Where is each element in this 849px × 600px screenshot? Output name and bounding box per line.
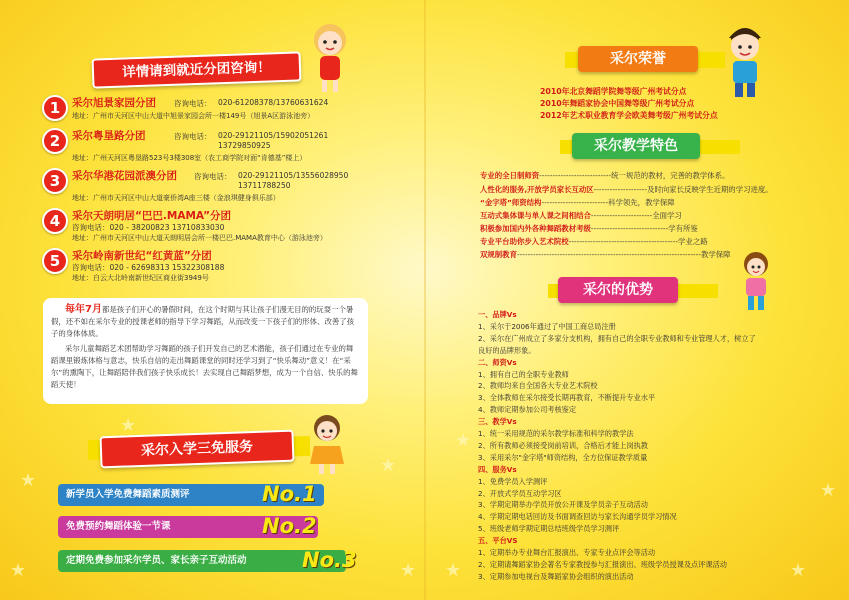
feature-title: 采尔教学特色 (594, 138, 678, 154)
adv-title: 采尔的优势 (583, 282, 653, 298)
branch-tel-2: 13711788250 (238, 181, 291, 190)
branch-tel-line (72, 262, 224, 273)
girl-cartoon-icon (304, 412, 350, 476)
branch-tel: 020-29121105/13556028950 (238, 171, 349, 180)
branch-address: 地址：广州天河区粤垦路523号3楼308室（农工商学院对面“肯德基”楼上） (72, 154, 307, 162)
advantage-item: 2、采尔在广州成立了多家分支机构，拥有自己的全职专业教师和专业管理人才，树立了 (478, 333, 756, 343)
branch-tel-label: 咨询电话： (72, 263, 110, 272)
advantage-heading: 三、教学Vs (478, 417, 517, 427)
feature-item (480, 210, 682, 221)
honor-item: 2010年舞蹈家协会中国舞等级广州考试分点 (540, 99, 695, 108)
star-icon: ★ (445, 560, 462, 581)
free-item-label: 定期免费参加采尔学员、家长亲子互动活动 (66, 555, 247, 566)
advantage-item: 1、采尔于2006年通过了中国工商总局注册 (478, 321, 616, 331)
free-item-label: 免费预约舞蹈体验一节课 (66, 521, 171, 532)
intro-highlight: 每年7月 (65, 304, 102, 315)
advantage-item: 2、开放式学员互动学习区 (478, 488, 562, 498)
honor-item: 2012年艺术职业教育学会欧美舞考级广州考试分点 (540, 111, 718, 120)
girl-cartoon-icon (305, 18, 355, 98)
free-item-number: No.1 (262, 482, 317, 506)
star-icon: ★ (380, 455, 397, 476)
star-icon: ★ (455, 430, 472, 451)
feature-key: 专业平台助你步入艺术院校 (480, 237, 569, 246)
free-title-banner (100, 430, 295, 469)
free-item-number: No.3 (302, 548, 357, 572)
branch-tel-label: 咨询电话： (72, 223, 110, 232)
intro-paragraph-2: 采尔儿童舞蹈艺术团帮助学习舞蹈的孩子们开发自己的艺术潜能，孩子们通过在专业的舞蹈课里锻炼体格与意志，快乐自信的走出舞蹈课堂的同时还学习到了“快乐舞动”意义！在“采尔”的熏陶下，让舞蹈陪伴我们孩子快乐成长！去实现自己舞蹈梦想，成为一个自信、快乐的舞蹈天使！ (51, 343, 358, 390)
free-item-number: No.2 (262, 514, 317, 538)
branch-item-2 (42, 128, 412, 164)
star-icon: ★ (790, 560, 807, 581)
branch-item-5 (42, 248, 412, 284)
feature-key: 双规制教育 (480, 250, 517, 259)
feature-title-banner (572, 133, 700, 159)
advantage-item: 3、采用采尔"金字塔"师资结构，全方位保证教学质量 (478, 452, 648, 462)
advantage-item: 4、学期定期电话回访及书面调查回访与家长沟通学员学习情况 (478, 512, 677, 522)
branch-tel: 020 - 62698313 15322308188 (109, 263, 225, 272)
advantage-heading: 二、师资Vs (478, 357, 517, 367)
advantage-item: 1、统一采用规范的采尔教学标准和科学的教学法 (478, 429, 634, 438)
branch-name: 采尔岭南新世纪“红黄蓝”分团 (72, 250, 212, 262)
feature-item (480, 236, 708, 247)
advantage-heading: 一、品牌Vs (478, 310, 517, 319)
branch-name: 采尔华港花园派澳分团 (72, 170, 177, 182)
advantage-item: 5、班级老师学期定期总结班级学员学习测评 (478, 524, 620, 534)
feature-item (480, 184, 773, 195)
feature-key: 人性化的服务,开放学员家长互动区 (480, 185, 594, 194)
advantage-item: 2、教师均来自全国各大专业艺术院校 (478, 381, 598, 391)
advantage-item: 4、教师定期参加公司考核鉴定 (478, 405, 577, 415)
star-icon: ★ (120, 415, 137, 436)
feature-item (480, 223, 698, 234)
star-icon: ★ (400, 560, 417, 581)
feature-item (480, 249, 731, 260)
branch-number: 1 (42, 95, 68, 121)
advantage-item: 2、定期请舞蹈家协会著名专家教授参与汇报演出、班级学员授课及点评课活动 (478, 559, 727, 569)
advantage-item: 1、免费学员入学测评 (478, 476, 548, 486)
branch-tel-label: 咨询电话： (194, 172, 232, 181)
branch-number: 3 (42, 168, 68, 194)
advantage-heading: 四、服务Vs (478, 464, 517, 474)
branch-name: 采尔天朗明居“巴巴.MAMA”分团 (72, 210, 231, 222)
branch-tel-2: 13729850925 (218, 141, 271, 150)
feature-value: --------------------及时向家长反映学生近期的学习进度。 (593, 185, 773, 194)
feature-key: 专业的全日制师资 (480, 171, 540, 180)
branch-address: 地址：广州市天河区中山大道豪侨湾A座三楼（金浪琪健身俱乐部） (72, 194, 280, 202)
feature-value: -----------------------------------------学业之路 (568, 237, 708, 246)
advantage-item: 3、学期定期举办学员开放公开课及学员亲子互动活动 (478, 500, 648, 510)
intro-text-1: 都是孩子们开心的暑假时间，在这个时期与其让孩子们漫无目的的玩耍一个暑假，还不如在采尔专业的授课老师的指导下学习舞蹈，从而改变一下孩子们的形体、改善了孩子的身体体质。 (51, 305, 355, 339)
branch-number: 5 (42, 248, 68, 274)
branch-tel: 020-29121105/15902051261 (218, 131, 329, 140)
free-title: 采尔入学三免服务 (140, 439, 254, 459)
star-icon: ★ (10, 560, 27, 581)
advantage-item: 3、定期参加电视台及舞蹈家协会组织的演出活动 (478, 571, 634, 581)
honor-item: 2010年北京舞蹈学院舞等级广州考试分点 (540, 87, 687, 96)
advantage-item: 1、定期举办专业舞台汇报演出、专家专业点评会等活动 (478, 548, 656, 557)
branch-address: 地址：广州市天河区中山大道天朗明居会所一楼巴巴.MAMA教育中心（游泳池旁） (72, 234, 327, 242)
intro-paragraph-1 (51, 304, 360, 341)
advantage-heading: 五、平台VS (478, 536, 518, 546)
advantage-item: 1、拥有自己的全职专业教师 (478, 369, 569, 379)
consult-title: 详情请到就近分团咨询！ (122, 59, 271, 81)
feature-key: “金字塔”师资结构 (480, 198, 542, 207)
feature-value: -------------------------科学领先，教学保障 (541, 198, 675, 207)
advantage-item: 2、所有教师必须接受岗前培训，合格后才能上岗执教 (478, 440, 648, 450)
branch-address: 地址：白云大北岭南新世纪区商业街3949号 (72, 274, 209, 282)
branch-tel: 020-61208378/13760631624 (218, 98, 329, 107)
branch-tel-label: 咨询电话： (174, 99, 212, 108)
branch-number: 4 (42, 208, 68, 234)
branch-tel-line (72, 222, 224, 233)
branch-number: 2 (42, 128, 68, 154)
feature-value: -----------------------------学有所鉴 (590, 224, 698, 233)
feature-value: ---------------------------------------------------------------------教学保障 (516, 250, 731, 259)
feature-value: -----------------------全面学习 (590, 211, 682, 220)
consult-title-banner (92, 51, 302, 88)
star-icon: ★ (20, 470, 37, 491)
feature-item (480, 197, 675, 208)
branch-item-4 (42, 208, 412, 244)
advantage-item: 3、全体教师在采尔接受长期再教育，不断提升专业水平 (478, 393, 656, 403)
boy-cartoon-icon (720, 18, 770, 108)
feature-key: 互动式集体课与单人课之间相结合 (480, 211, 591, 220)
honor-title: 采尔荣誉 (610, 51, 666, 67)
branch-name: 采尔旭景家园分团 (72, 97, 156, 109)
branch-item-1 (42, 95, 412, 125)
branch-tel: 020 - 38200823 13710833030 (109, 223, 225, 232)
branch-name: 采尔粤垦路分团 (72, 130, 146, 142)
feature-value: ---------------------------统一规范的教材，完善的教学体系。 (539, 171, 730, 180)
adv-title-banner (558, 277, 678, 303)
branch-item-3 (42, 168, 412, 204)
honor-title-banner (578, 46, 698, 72)
feature-item (480, 170, 729, 181)
girl-cartoon-icon (736, 250, 776, 314)
branch-address: 地址：广州市天河区中山大道中旭景家园会所一楼149号（旭景A区游泳池旁） (72, 112, 315, 120)
star-icon: ★ (820, 480, 837, 501)
advantage-item: 良好的品牌形象。 (478, 345, 536, 355)
page-fold (424, 0, 426, 600)
feature-key: 积极参加国内外各种舞蹈教材考级 (480, 224, 591, 233)
free-item-label: 新学员入学免费舞蹈素质测评 (66, 489, 190, 500)
branch-tel-label: 咨询电话： (174, 132, 212, 141)
intro-box (43, 298, 368, 404)
